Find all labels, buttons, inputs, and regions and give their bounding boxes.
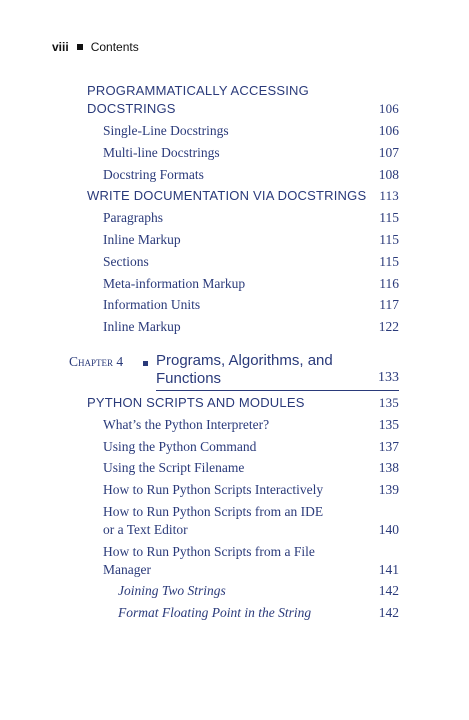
toc-entry[interactable]	[103, 543, 399, 579]
toc-entry-title: Multi-line Docstrings	[103, 145, 220, 160]
toc-entry-title: Format Floating Point in the String	[118, 605, 312, 620]
toc-entry-title: Docstring Formats	[103, 167, 204, 182]
toc-entry-title: PYTHON SCRIPTS AND MODULES	[87, 395, 305, 410]
toc-entry-title: Meta-information Markup	[103, 276, 246, 291]
toc-entry-page: 106	[378, 123, 399, 138]
toc-entry[interactable]	[103, 296, 399, 314]
toc-entry[interactable]	[87, 82, 399, 118]
toc-entry-title: What’s the Python Interpreter?	[103, 417, 270, 432]
toc-entry-page: 115	[379, 232, 399, 247]
toc-entry-title: Joining Two Strings	[118, 583, 226, 598]
toc-entry-page: 115	[379, 210, 399, 225]
chapter-title: Programs, Algorithms, and Functions	[156, 352, 333, 387]
chapter-page: 133	[378, 370, 399, 385]
toc-entry-page: 139	[378, 482, 399, 497]
toc-entry-page: 106	[378, 101, 399, 116]
toc-entry-page: 113	[379, 188, 399, 203]
chapter-divider	[156, 390, 399, 391]
toc-entry-page: 117	[379, 297, 399, 312]
toc-entry[interactable]	[103, 459, 399, 477]
toc-entry-title: PROGRAMMATICALLY ACCESSING DOCSTRINGS	[87, 83, 309, 116]
toc-entry-title: Using the Python Command	[103, 439, 257, 454]
toc-entry[interactable]	[118, 604, 399, 622]
header-section: Contents	[90, 40, 139, 54]
toc-entry-title: WRITE DOCUMENTATION VIA DOCSTRINGS	[87, 188, 367, 203]
toc-entry-page: 107	[378, 145, 399, 160]
toc-entry-page: 108	[378, 167, 399, 182]
toc-entry-title: Inline Markup	[103, 232, 181, 247]
toc-entry-title: How to Run Python Scripts Interactively	[103, 482, 324, 497]
toc-entry-page: 140	[378, 522, 399, 537]
toc-entry-title: Paragraphs	[103, 210, 163, 225]
toc-entry[interactable]	[103, 416, 399, 434]
toc-entry-title: Using the Script Filename	[103, 460, 245, 475]
toc-entry-page: 122	[378, 319, 399, 334]
toc-entry-page: 135	[378, 395, 399, 410]
toc-entry-page: 142	[378, 605, 399, 620]
toc-entry[interactable]	[103, 503, 399, 539]
toc-entry[interactable]	[118, 582, 399, 600]
toc-entry[interactable]	[103, 209, 399, 227]
toc-entry[interactable]	[103, 481, 399, 499]
toc-entry-page: 116	[379, 276, 399, 291]
toc-entry-title: Sections	[103, 254, 149, 269]
toc-entry-page: 115	[379, 254, 399, 269]
toc-entry[interactable]	[103, 144, 399, 162]
toc-entry-title: Inline Markup	[103, 319, 181, 334]
page-number: viii	[52, 40, 69, 54]
toc-entry-page: 138	[378, 460, 399, 475]
square-bullet-icon	[77, 44, 83, 50]
toc-entry-title: How to Run Python Scripts from a File Manager	[103, 544, 315, 577]
running-header	[52, 40, 139, 54]
square-bullet-icon	[143, 361, 148, 366]
chapter-heading[interactable]	[69, 352, 399, 392]
toc-entry-page: 142	[378, 583, 399, 598]
toc-entry-title: Single-Line Docstrings	[103, 123, 229, 138]
toc-entry-page: 135	[378, 417, 399, 432]
toc-entry[interactable]	[103, 438, 399, 456]
toc-entry[interactable]	[103, 318, 399, 336]
toc-entry[interactable]	[103, 275, 399, 293]
toc-entry[interactable]	[87, 187, 399, 205]
toc-entry[interactable]	[103, 231, 399, 249]
toc-entry-title: How to Run Python Scripts from an IDE or a Text Editor	[103, 504, 324, 537]
toc-entry[interactable]	[103, 253, 399, 271]
toc-entry[interactable]	[103, 166, 399, 184]
toc-entry-page: 141	[378, 562, 399, 577]
toc-entry-title: Information Units	[103, 297, 201, 312]
toc-entry[interactable]	[103, 122, 399, 140]
chapter-label: Chapter 4	[69, 354, 124, 369]
toc-entry-page: 137	[378, 439, 399, 454]
toc-entry[interactable]	[87, 394, 399, 412]
